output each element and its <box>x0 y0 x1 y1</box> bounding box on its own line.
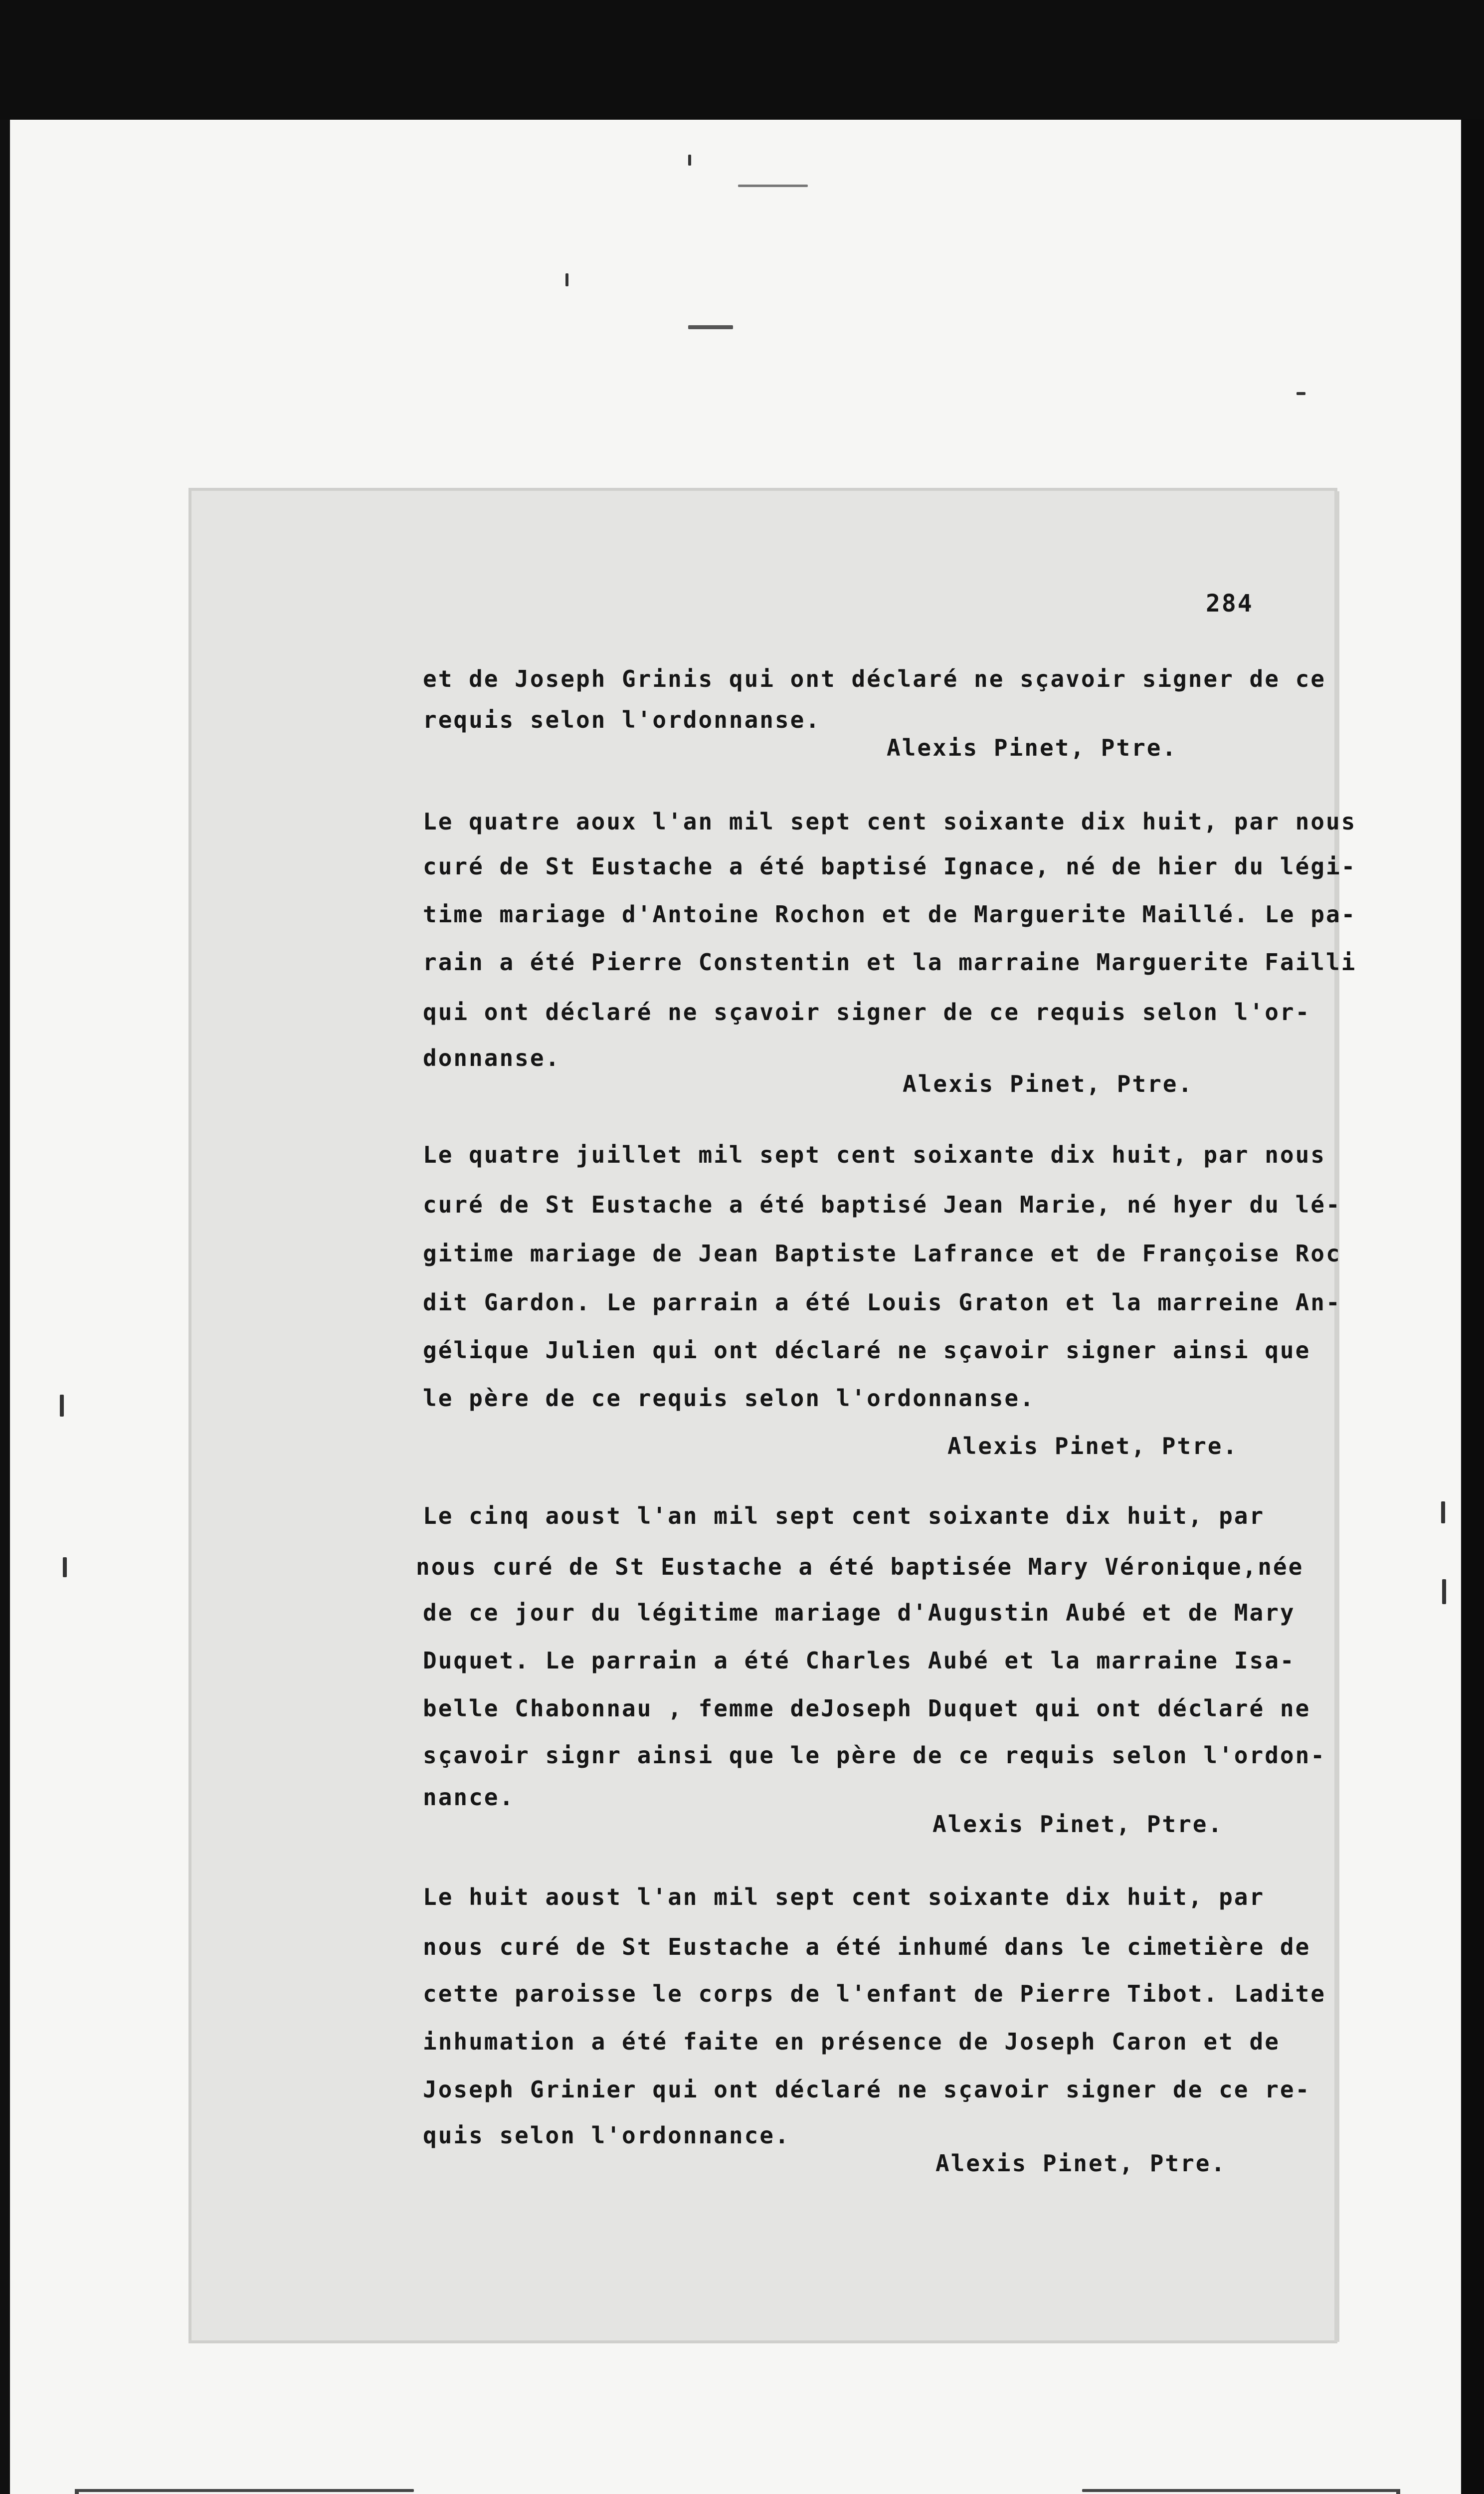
text-line: et de Joseph Grinis qui ont déclaré ne sçavoir signer de ce <box>423 665 1326 692</box>
text-line: rain a été Pierre Constentin et la marraine Marguerite Failli <box>423 949 1357 976</box>
text-line: Joseph Grinier qui ont déclaré ne sçavoir signer de ce re- <box>423 2076 1311 2103</box>
text-line: nance. <box>423 1784 515 1811</box>
text-line: nous curé de St Eustache a été baptisée Mary Véronique,née <box>416 1553 1304 1580</box>
signature-line: Alexis Pinet, Ptre. <box>935 2150 1227 2177</box>
board-mark <box>1442 1579 1446 1604</box>
text-line: gélique Julien qui ont déclaré ne sçavoir signer ainsi que <box>423 1337 1311 1364</box>
page-number: 284 <box>1206 590 1254 618</box>
text-line: gitime mariage de Jean Baptiste Lafrance et de Françoise Roc <box>423 1240 1341 1267</box>
text-line: time mariage d'Antoine Rochon et de Marguerite Maillé. Le pa- <box>423 901 1357 928</box>
signature-line: Alexis Pinet, Ptre. <box>947 1433 1239 1459</box>
page-edge <box>1334 491 1339 2342</box>
board-mark <box>565 273 568 286</box>
text-line: inhumation a été faite en présence de Joseph Caron et de <box>423 2028 1280 2055</box>
signature-line: Alexis Pinet, Ptre. <box>903 1070 1194 1097</box>
board-mark <box>63 1557 67 1577</box>
text-line: de ce jour du légitime mariage d'Augustin Aubé et de Mary <box>423 1599 1296 1626</box>
board-mark <box>688 325 733 329</box>
text-line: cette paroisse le corps de l'enfant de Pierre Tibot. Ladite <box>423 1980 1326 2007</box>
text-line: requis selon l'ordonnanse. <box>423 706 821 733</box>
text-line: curé de St Eustache a été baptisé Ignace, né de hier du légi- <box>423 853 1357 880</box>
text-line: Duquet. Le parrain a été Charles Aubé et la marraine Isa- <box>423 1647 1296 1674</box>
text-line: qui ont déclaré ne sçavoir signer de ce requis selon l'or- <box>423 999 1311 1026</box>
text-line: sçavoir signr ainsi que le père de ce requis selon l'ordon- <box>423 1742 1326 1769</box>
text-line: donnanse. <box>423 1044 561 1071</box>
text-line: curé de St Eustache a été baptisé Jean Marie, né hyer du lé- <box>423 1191 1341 1218</box>
text-line: Le huit aoust l'an mil sept cent soixante dix huit, par <box>423 1883 1265 1910</box>
board-mark <box>688 155 691 166</box>
board-mark <box>738 185 808 187</box>
signature-line: Alexis Pinet, Ptre. <box>932 1811 1224 1838</box>
label-frame-top <box>75 2489 414 2492</box>
typed-page <box>188 488 1337 2343</box>
signature-line: Alexis Pinet, Ptre. <box>887 734 1178 761</box>
text-line: le père de ce requis selon l'ordonnanse. <box>423 1385 1035 1412</box>
text-line: belle Chabonnau , femme deJoseph Duquet qui ont déclaré ne <box>423 1695 1311 1722</box>
text-line: Le quatre aoux l'an mil sept cent soixante dix huit, par nous <box>423 808 1357 835</box>
text-line: quis selon l'ordonnance. <box>423 2122 790 2149</box>
film-top-border <box>0 0 1484 120</box>
text-line: Le quatre juillet mil sept cent soixante dix huit, par nous <box>423 1141 1326 1168</box>
film-right-border <box>1461 120 1484 2494</box>
board-mark <box>1297 392 1305 395</box>
board-mark <box>1441 1501 1445 1523</box>
text-line: nous curé de St Eustache a été inhumé dans le cimetière de <box>423 1933 1311 1960</box>
label-frame-top <box>1082 2489 1399 2492</box>
text-line: Le cinq aoust l'an mil sept cent soixante dix huit, par <box>423 1502 1265 1529</box>
board-mark <box>60 1395 64 1417</box>
text-line: dit Gardon. Le parrain a été Louis Graton et la marreine An- <box>423 1289 1341 1316</box>
